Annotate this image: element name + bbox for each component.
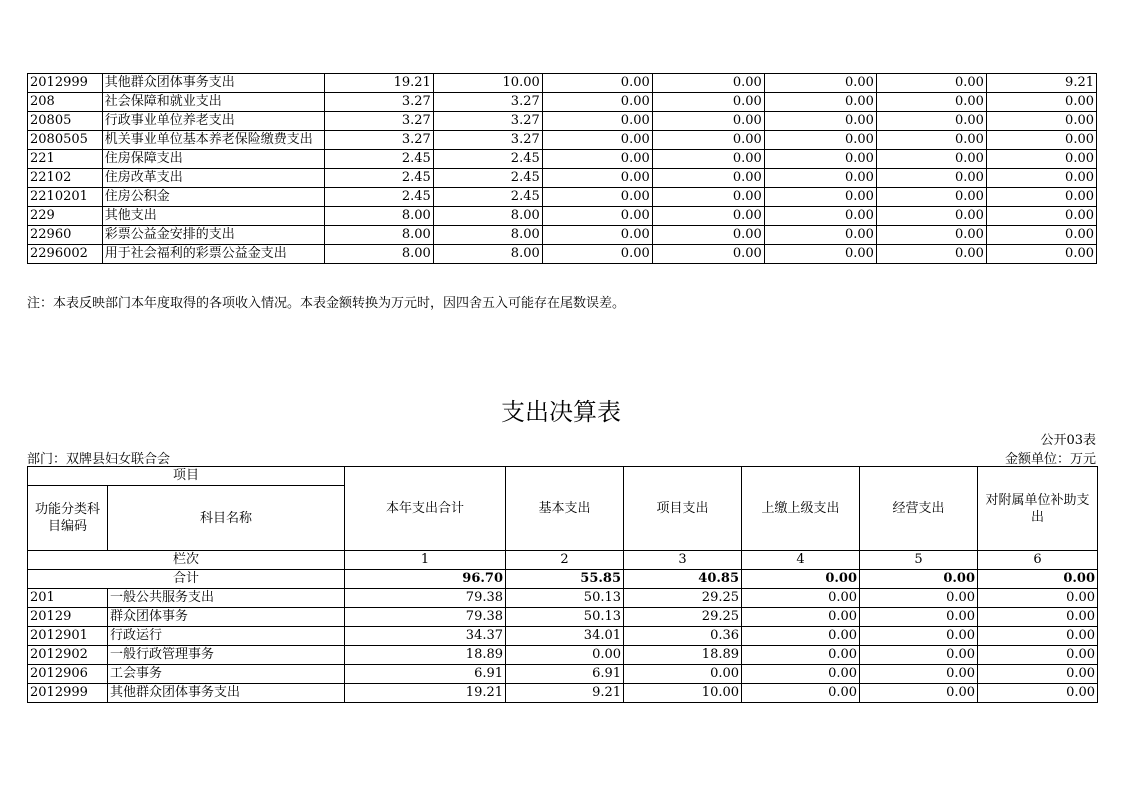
amount-cell: 0.00 xyxy=(652,245,764,264)
subject-name: 机关事业单位基本养老保险缴费支出 xyxy=(102,131,324,150)
table-row xyxy=(28,684,1098,703)
table-row xyxy=(28,150,1097,169)
amount-cell: 0.00 xyxy=(542,93,652,112)
amount-cell: 0.00 xyxy=(652,169,764,188)
amount-cell: 0.00 xyxy=(652,207,764,226)
amount-cell: 2.45 xyxy=(433,188,542,207)
income-table-continued xyxy=(27,73,1097,264)
amount-cell: 0.00 xyxy=(652,112,764,131)
total-label: 合计 xyxy=(28,570,345,589)
table-row xyxy=(28,245,1097,264)
amount-cell: 8.00 xyxy=(324,226,433,245)
header-col-project: 项目支出 xyxy=(624,467,742,551)
amount-cell: 0.00 xyxy=(876,245,986,264)
amount-cell: 0.00 xyxy=(542,207,652,226)
amount-cell: 29.25 xyxy=(624,608,742,627)
header-col-basic: 基本支出 xyxy=(506,467,624,551)
amount-cell: 0.00 xyxy=(764,112,876,131)
amount-cell: 0.00 xyxy=(978,684,1098,703)
amount-cell: 0.00 xyxy=(978,665,1098,684)
amount-cell: 0.00 xyxy=(652,150,764,169)
amount-cell: 0.00 xyxy=(860,665,978,684)
amount-cell: 0.00 xyxy=(876,131,986,150)
amount-cell: 8.00 xyxy=(433,207,542,226)
amount-cell: 0.00 xyxy=(986,169,1096,188)
amount-cell: 19.21 xyxy=(345,684,506,703)
page-title: 支出决算表 xyxy=(501,398,621,426)
amount-cell: 0.00 xyxy=(986,245,1096,264)
table-row xyxy=(28,608,1098,627)
amount-cell: 0.00 xyxy=(978,608,1098,627)
amount-cell: 0.00 xyxy=(860,646,978,665)
amount-cell: 0.00 xyxy=(764,226,876,245)
amount-cell: 0.00 xyxy=(742,665,860,684)
subject-name: 一般公共服务支出 xyxy=(108,589,345,608)
subject-code: 2012906 xyxy=(28,665,108,684)
amount-cell: 2.45 xyxy=(324,188,433,207)
subject-name: 其他群众团体事务支出 xyxy=(102,74,324,93)
subject-code: 2012901 xyxy=(28,627,108,646)
amount-cell: 0.00 xyxy=(876,226,986,245)
header-row-item xyxy=(28,467,1098,486)
amount-cell: 6.91 xyxy=(345,665,506,684)
amount-cell: 6.91 xyxy=(506,665,624,684)
amount-cell: 0.00 xyxy=(860,589,978,608)
amount-cell: 0.00 xyxy=(876,169,986,188)
total-value: 0.00 xyxy=(978,570,1098,589)
amount-cell: 0.00 xyxy=(764,150,876,169)
header-item: 项目 xyxy=(28,467,345,486)
header-code: 功能分类科目编码 xyxy=(28,486,108,551)
amount-cell: 0.00 xyxy=(986,150,1096,169)
subject-code: 2296002 xyxy=(28,245,103,264)
amount-cell: 0.00 xyxy=(542,74,652,93)
table-row xyxy=(28,627,1098,646)
subject-name: 行政事业单位养老支出 xyxy=(102,112,324,131)
amount-cell: 0.00 xyxy=(860,608,978,627)
subject-code: 2012999 xyxy=(28,74,103,93)
subject-code: 22102 xyxy=(28,169,103,188)
amount-cell: 0.00 xyxy=(978,627,1098,646)
header-col-subsidy: 对附属单位补助支出 xyxy=(978,467,1098,551)
amount-cell: 50.13 xyxy=(506,608,624,627)
subject-name: 住房保障支出 xyxy=(102,150,324,169)
subject-name: 彩票公益金安排的支出 xyxy=(102,226,324,245)
subject-code: 2012999 xyxy=(28,684,108,703)
amount-cell: 10.00 xyxy=(433,74,542,93)
header-name: 科目名称 xyxy=(108,486,345,551)
subject-name: 工会事务 xyxy=(108,665,345,684)
amount-cell: 0.00 xyxy=(764,207,876,226)
column-number-row xyxy=(28,551,1098,570)
amount-unit-label: 金额单位：万元 xyxy=(1004,452,1096,467)
amount-cell: 0.00 xyxy=(860,684,978,703)
table-row xyxy=(28,131,1097,150)
income-table-body xyxy=(28,74,1097,264)
header-col-remit: 上缴上级支出 xyxy=(742,467,860,551)
table-row xyxy=(28,93,1097,112)
subject-code: 2210201 xyxy=(28,188,103,207)
column-number: 2 xyxy=(506,551,624,570)
amount-cell: 18.89 xyxy=(624,646,742,665)
amount-cell: 0.00 xyxy=(652,226,764,245)
amount-cell: 0.36 xyxy=(624,627,742,646)
department-label: 部门：双牌县妇女联合会 xyxy=(27,452,171,467)
amount-cell: 0.00 xyxy=(978,646,1098,665)
amount-cell: 8.00 xyxy=(433,245,542,264)
subject-name: 一般行政管理事务 xyxy=(108,646,345,665)
column-number: 4 xyxy=(742,551,860,570)
amount-cell: 0.00 xyxy=(542,226,652,245)
amount-cell: 0.00 xyxy=(764,188,876,207)
amount-cell: 0.00 xyxy=(652,188,764,207)
amount-cell: 0.00 xyxy=(876,74,986,93)
column-number-label: 栏次 xyxy=(28,551,345,570)
amount-cell: 0.00 xyxy=(986,207,1096,226)
column-number: 6 xyxy=(978,551,1098,570)
amount-cell: 3.27 xyxy=(324,131,433,150)
total-value: 96.70 xyxy=(345,570,506,589)
amount-cell: 0.00 xyxy=(506,646,624,665)
subject-code: 2012902 xyxy=(28,646,108,665)
subject-name: 住房公积金 xyxy=(102,188,324,207)
subject-code: 208 xyxy=(28,93,103,112)
subject-code: 2080505 xyxy=(28,131,103,150)
amount-cell: 0.00 xyxy=(542,150,652,169)
amount-cell: 0.00 xyxy=(876,93,986,112)
amount-cell: 34.37 xyxy=(345,627,506,646)
total-value: 0.00 xyxy=(860,570,978,589)
amount-cell: 0.00 xyxy=(764,169,876,188)
subject-code: 20129 xyxy=(28,608,108,627)
amount-cell: 29.25 xyxy=(624,589,742,608)
amount-cell: 0.00 xyxy=(652,131,764,150)
table-row xyxy=(28,188,1097,207)
amount-cell: 8.00 xyxy=(324,245,433,264)
table-row xyxy=(28,646,1098,665)
total-value: 0.00 xyxy=(742,570,860,589)
amount-cell: 3.27 xyxy=(433,112,542,131)
amount-cell: 0.00 xyxy=(986,93,1096,112)
amount-cell: 79.38 xyxy=(345,589,506,608)
amount-cell: 0.00 xyxy=(542,188,652,207)
amount-cell: 2.45 xyxy=(433,169,542,188)
subject-name: 群众团体事务 xyxy=(108,608,345,627)
amount-cell: 0.00 xyxy=(542,131,652,150)
header-col-total: 本年支出合计 xyxy=(345,467,506,551)
amount-cell: 0.00 xyxy=(986,226,1096,245)
amount-cell: 9.21 xyxy=(506,684,624,703)
amount-cell: 10.00 xyxy=(624,684,742,703)
amount-cell: 0.00 xyxy=(860,627,978,646)
subject-code: 221 xyxy=(28,150,103,169)
amount-cell: 0.00 xyxy=(986,188,1096,207)
amount-cell: 0.00 xyxy=(876,188,986,207)
table-row xyxy=(28,665,1098,684)
subject-name: 其他群众团体事务支出 xyxy=(108,684,345,703)
amount-cell: 0.00 xyxy=(978,589,1098,608)
subject-code: 201 xyxy=(28,589,108,608)
amount-cell: 0.00 xyxy=(764,74,876,93)
expenditure-table xyxy=(27,466,1098,703)
column-number: 1 xyxy=(345,551,506,570)
table-row xyxy=(28,207,1097,226)
amount-cell: 0.00 xyxy=(876,207,986,226)
amount-cell: 2.45 xyxy=(433,150,542,169)
subject-code: 22960 xyxy=(28,226,103,245)
amount-cell: 0.00 xyxy=(542,245,652,264)
total-row xyxy=(28,570,1098,589)
subject-name: 住房改革支出 xyxy=(102,169,324,188)
subject-code: 20805 xyxy=(28,112,103,131)
subject-name: 其他支出 xyxy=(102,207,324,226)
amount-cell: 0.00 xyxy=(542,112,652,131)
amount-cell: 34.01 xyxy=(506,627,624,646)
amount-cell: 0.00 xyxy=(764,93,876,112)
amount-cell: 0.00 xyxy=(764,131,876,150)
amount-cell: 79.38 xyxy=(345,608,506,627)
amount-cell: 0.00 xyxy=(764,245,876,264)
amount-cell: 18.89 xyxy=(345,646,506,665)
table-row xyxy=(28,169,1097,188)
amount-cell: 0.00 xyxy=(742,608,860,627)
subject-name: 用于社会福利的彩票公益金支出 xyxy=(102,245,324,264)
table-row xyxy=(28,589,1098,608)
column-number: 5 xyxy=(860,551,978,570)
amount-cell: 0.00 xyxy=(742,589,860,608)
header-col-business: 经营支出 xyxy=(860,467,978,551)
amount-cell: 0.00 xyxy=(542,169,652,188)
column-number: 3 xyxy=(624,551,742,570)
amount-cell: 2.45 xyxy=(324,150,433,169)
total-value: 40.85 xyxy=(624,570,742,589)
amount-cell: 3.27 xyxy=(324,112,433,131)
amount-cell: 0.00 xyxy=(742,627,860,646)
form-number: 公开03表 xyxy=(1040,433,1096,448)
amount-cell: 9.21 xyxy=(986,74,1096,93)
amount-cell: 0.00 xyxy=(742,646,860,665)
amount-cell: 0.00 xyxy=(742,684,860,703)
subject-code: 229 xyxy=(28,207,103,226)
amount-cell: 19.21 xyxy=(324,74,433,93)
amount-cell: 8.00 xyxy=(324,207,433,226)
subject-name: 行政运行 xyxy=(108,627,345,646)
table-note: 注：本表反映部门本年度取得的各项收入情况。本表金额转换为万元时，因四舍五入可能存在尾数误差。 xyxy=(27,296,626,311)
amount-cell: 3.27 xyxy=(324,93,433,112)
amount-cell: 8.00 xyxy=(433,226,542,245)
amount-cell: 3.27 xyxy=(433,93,542,112)
expenditure-table-body xyxy=(28,467,1098,703)
amount-cell: 0.00 xyxy=(876,150,986,169)
table-row xyxy=(28,112,1097,131)
amount-cell: 2.45 xyxy=(324,169,433,188)
amount-cell: 3.27 xyxy=(433,131,542,150)
subject-name: 社会保障和就业支出 xyxy=(102,93,324,112)
amount-cell: 0.00 xyxy=(624,665,742,684)
amount-cell: 0.00 xyxy=(652,74,764,93)
amount-cell: 0.00 xyxy=(986,131,1096,150)
total-value: 55.85 xyxy=(506,570,624,589)
amount-cell: 50.13 xyxy=(506,589,624,608)
table-row xyxy=(28,74,1097,93)
table-row xyxy=(28,226,1097,245)
amount-cell: 0.00 xyxy=(876,112,986,131)
amount-cell: 0.00 xyxy=(986,112,1096,131)
amount-cell: 0.00 xyxy=(652,93,764,112)
